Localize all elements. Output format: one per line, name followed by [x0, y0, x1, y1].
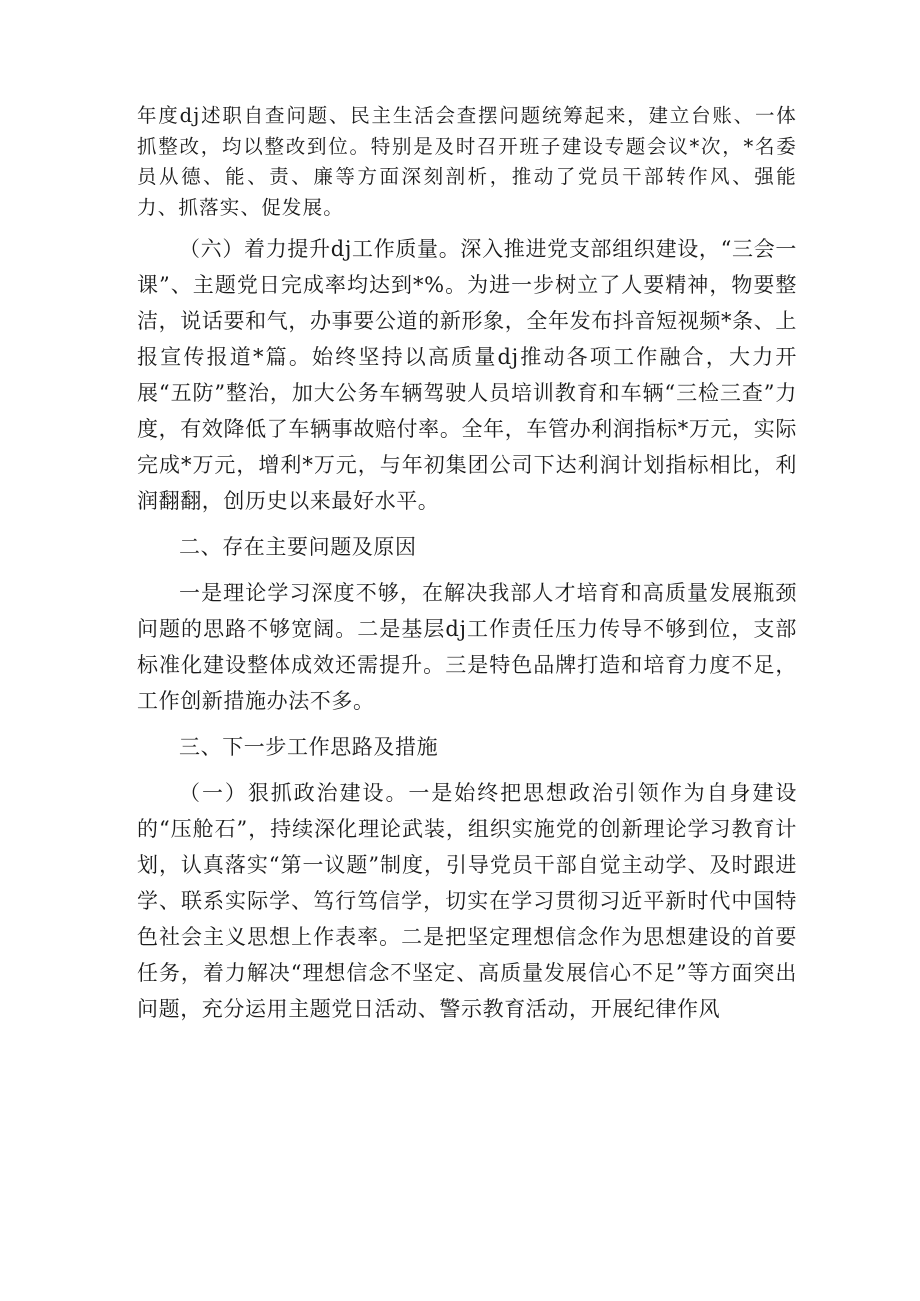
document-body [137, 101, 797, 1027]
section-six-paragraph: （六）着力提升dj工作质量。深入推进党支部组织建设，“三会一课”、主题党日完成率均达到*%。为进一步树立了人要精神，物要整洁，说话要和气，办事要公道的新形象，全年发布抖音短视频*条、上报宣传报道*篇。始终坚持以高质量dj推动各项工作融合，大力开展“五防”整治，加大公务车辆驾驶人员培训教育和车辆“三检三查”力度，有效降低了车辆事故赔付率。全年，车管办利润指标*万元，实际完成*万元，增利*万元，与年初集团公司下达利润计划指标相比，利润翻翻，创历史以来最好水平。 [137, 237, 797, 513]
section-heading-problems: 二、存在主要问题及原因 [179, 535, 417, 559]
section-heading-next-steps: 三、下一步工作思路及措施 [179, 735, 439, 759]
problems-paragraph: 一是理论学习深度不够，在解决我部人才培育和高质量发展瓶颈问题的思路不够宽阔。二是基层dj工作责任压力传导不够到位，支部标准化建设整体成效还需提升。三是特色品牌打造和培育力度不足，工作创新措施办法不多。 [137, 581, 797, 713]
continuation-paragraph: 年度dj述职自查问题、民主生活会查摆问题统筹起来，建立台账、一体抓整改，均以整改到位。特别是及时召开班子建设专题会议*次，*名委员从德、能、责、廉等方面深刻剖析，推动了党员干部转作风、强能力、抓落实、促发展。 [137, 104, 797, 219]
political-building-paragraph: （一）狠抓政治建设。一是始终把思想政治引领作为自身建设的“压舱石”，持续深化理论武装，组织实施党的创新理论学习教育计划，认真落实“第一议题”制度，引导党员干部自觉主动学、及时跟进学、联系实际学、笃行笃信学，切实在学习贯彻习近平新时代中国特色社会主义思想上作表率。二是把坚定理想信念作为思想建设的首要任务，着力解决“理想信念不坚定、高质量发展信心不足”等方面突出问题，充分运用主题党日活动、警示教育活动，开展纪律作风 [137, 781, 797, 1021]
